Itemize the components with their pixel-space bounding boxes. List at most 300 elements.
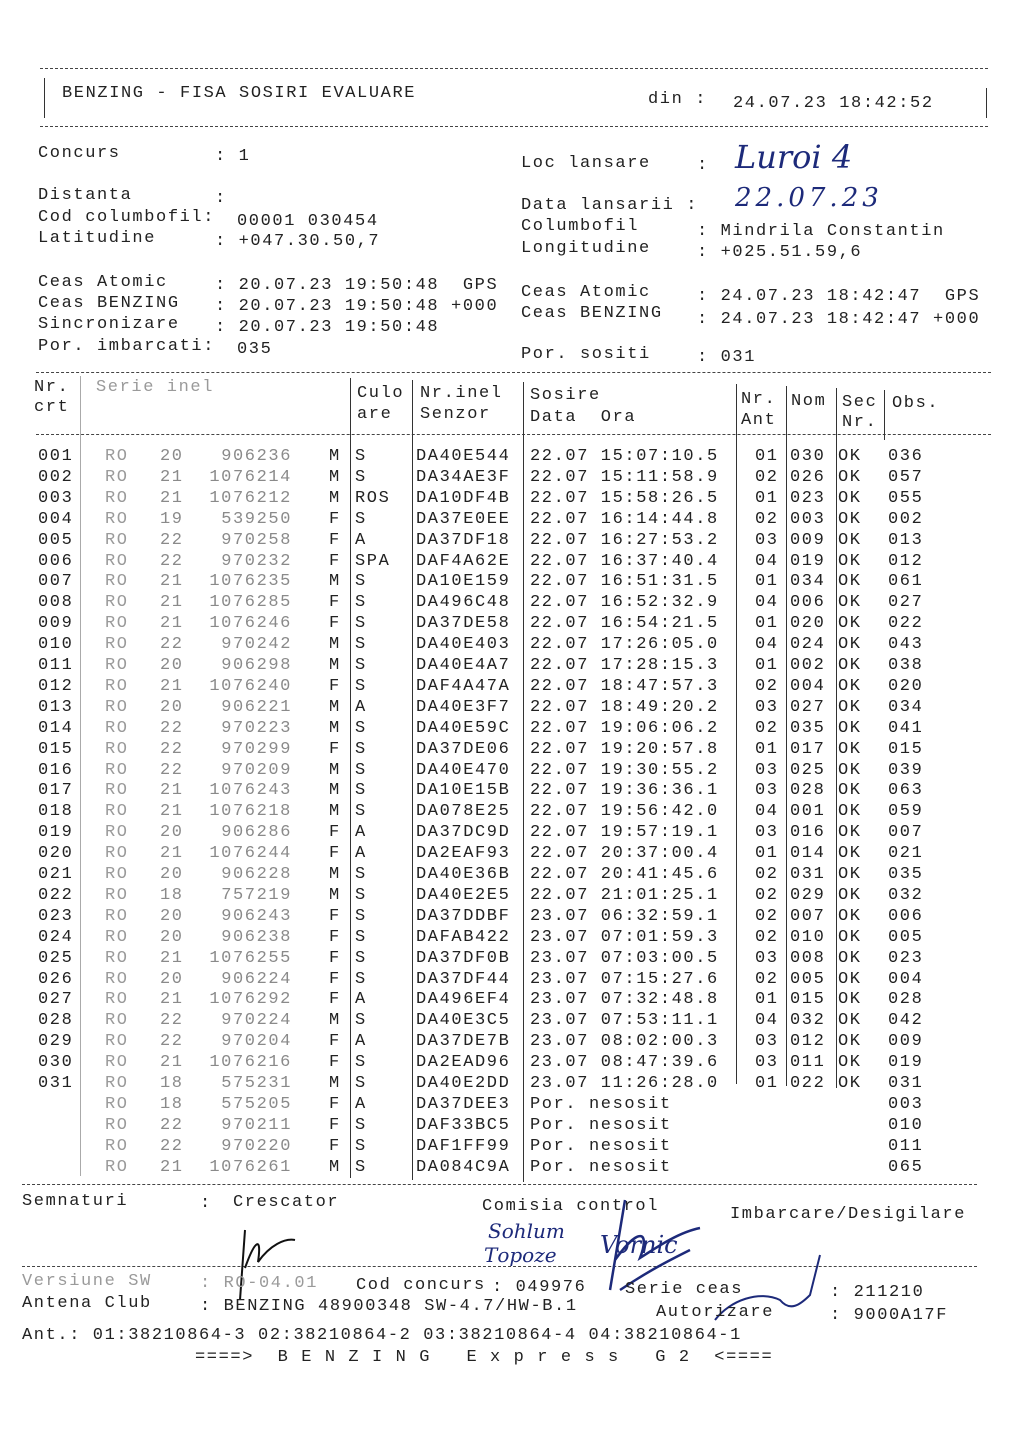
antena-club-label: Antena Club bbox=[22, 1294, 152, 1313]
versiune-sw-label: Versiune SW bbox=[22, 1272, 152, 1291]
columbofil-value: : Mindrila Constantin bbox=[697, 222, 945, 241]
table-row bbox=[0, 1011, 1024, 1032]
antenna: 03 bbox=[755, 697, 779, 717]
row-number: 030 bbox=[38, 1053, 74, 1073]
sensor-ring: DA40E4A7 bbox=[416, 656, 511, 675]
sec-status: OK bbox=[838, 823, 862, 843]
row-number: 012 bbox=[38, 676, 74, 696]
arrival-time: 22.07 16:51:31.5 bbox=[530, 572, 719, 592]
sensor-ring: DAF33BC5 bbox=[416, 1115, 511, 1135]
sincronizare-label: Sincronizare bbox=[38, 315, 180, 334]
sex: M bbox=[329, 1074, 341, 1093]
ring-number: 1076292 bbox=[209, 990, 292, 1010]
sositi-label: Por. sositi bbox=[521, 345, 651, 364]
sec-status: OK bbox=[838, 572, 862, 592]
columbofil-label: Columbofil bbox=[521, 217, 640, 236]
row-number: 018 bbox=[38, 802, 74, 822]
table-bottom-border bbox=[22, 1184, 977, 1185]
obs: 009 bbox=[888, 1032, 924, 1052]
ring-country: RO bbox=[105, 990, 129, 1010]
nom: 025 bbox=[790, 760, 826, 780]
color: S bbox=[355, 447, 367, 466]
ring-number: 970204 bbox=[221, 1032, 292, 1052]
sex: M bbox=[329, 802, 341, 822]
sec-status: OK bbox=[838, 1053, 862, 1073]
sensor-ring: DA37E0EE bbox=[416, 509, 511, 529]
table-row bbox=[0, 802, 1024, 823]
ring-year: 20 bbox=[160, 656, 184, 675]
sex: F bbox=[329, 844, 341, 864]
signature-divider bbox=[22, 1266, 977, 1267]
ring-number: 1076246 bbox=[209, 614, 292, 634]
col-header-nrinel: Nr.inel bbox=[420, 384, 503, 403]
sensor-ring: DA40E544 bbox=[416, 447, 511, 466]
ring-country: RO bbox=[105, 593, 129, 613]
color: S bbox=[355, 593, 367, 613]
imbarcati-value: 035 bbox=[237, 340, 273, 359]
ring-year: 20 bbox=[160, 906, 184, 926]
sec-status: OK bbox=[838, 802, 862, 822]
serie-ceas-label: Serie ceas bbox=[625, 1280, 744, 1299]
obs: 038 bbox=[888, 656, 924, 675]
ring-country: RO bbox=[105, 885, 129, 905]
col-header-nr-ant: Nr. bbox=[741, 390, 777, 409]
antenna: 02 bbox=[755, 885, 779, 905]
semnaturi-colon: : bbox=[200, 1194, 212, 1213]
col-header-senzor: Senzor bbox=[420, 405, 491, 424]
ring-number: 970299 bbox=[221, 739, 292, 759]
row-number: 020 bbox=[38, 844, 74, 864]
sensor-ring: DA10DF4B bbox=[416, 488, 511, 508]
ring-year: 19 bbox=[160, 509, 184, 529]
sensor-ring: DAF4A47A bbox=[416, 676, 511, 696]
sensor-ring: DA10E159 bbox=[416, 572, 511, 592]
nom: 031 bbox=[790, 865, 826, 884]
sec-status: OK bbox=[838, 739, 862, 759]
sex: M bbox=[329, 447, 341, 466]
sensor-ring: DAFAB422 bbox=[416, 927, 511, 947]
sensor-ring: DA37DC9D bbox=[416, 823, 511, 843]
nom: 026 bbox=[790, 467, 826, 487]
table-row bbox=[0, 865, 1024, 886]
nom: 015 bbox=[790, 990, 826, 1010]
antenna: 02 bbox=[755, 865, 779, 884]
ring-number: 970211 bbox=[221, 1115, 292, 1135]
ring-year: 21 bbox=[160, 467, 184, 487]
cod-columbofil-label: Cod columbofil: bbox=[38, 208, 216, 227]
sec-status: OK bbox=[838, 635, 862, 655]
arrival-time: 23.07 07:32:48.8 bbox=[530, 990, 719, 1010]
nom: 022 bbox=[790, 1074, 826, 1093]
sex: M bbox=[329, 865, 341, 884]
sensor-ring: DAF1FF99 bbox=[416, 1136, 511, 1156]
ring-country: RO bbox=[105, 1032, 129, 1052]
arrival-time: 23.07 07:15:27.6 bbox=[530, 969, 719, 989]
sensor-ring: DA37DF44 bbox=[416, 969, 511, 989]
nom: 004 bbox=[790, 676, 826, 696]
antenna: 04 bbox=[755, 593, 779, 613]
row-number: 027 bbox=[38, 990, 74, 1010]
arrival-time: 22.07 19:36:36.1 bbox=[530, 781, 719, 801]
arrival-time: 23.07 08:02:00.3 bbox=[530, 1032, 719, 1052]
arrival-time: 23.07 07:01:59.3 bbox=[530, 927, 719, 947]
antenna: 01 bbox=[755, 447, 779, 466]
col-header-sec: Sec bbox=[842, 393, 878, 412]
table-row bbox=[0, 468, 1024, 489]
ring-country: RO bbox=[105, 635, 129, 655]
sensor-ring: DA40E36B bbox=[416, 865, 511, 884]
obs: 059 bbox=[888, 802, 924, 822]
arrival-time: 22.07 16:52:32.9 bbox=[530, 593, 719, 613]
nom: 006 bbox=[790, 593, 826, 613]
table-row bbox=[0, 928, 1024, 949]
ring-number: 539250 bbox=[221, 509, 292, 529]
antenna: 03 bbox=[755, 823, 779, 843]
table-row bbox=[0, 970, 1024, 991]
sex: F bbox=[329, 823, 341, 843]
ring-country: RO bbox=[105, 927, 129, 947]
sensor-ring: DA2EAD96 bbox=[416, 1053, 511, 1073]
table-row bbox=[0, 907, 1024, 928]
antenna-list: Ant.: 01:38210864-3 02:38210864-2 03:38210864-4 04:38210864-1 bbox=[22, 1326, 742, 1345]
color: S bbox=[355, 802, 367, 822]
sec-status: OK bbox=[838, 969, 862, 989]
color: A bbox=[355, 990, 367, 1010]
ring-number: 575231 bbox=[221, 1074, 292, 1093]
concurs-value: : 1 bbox=[215, 147, 251, 166]
color: S bbox=[355, 1115, 367, 1135]
sex: F bbox=[329, 739, 341, 759]
ring-year: 22 bbox=[160, 1011, 184, 1031]
color: S bbox=[355, 927, 367, 947]
obs: 021 bbox=[888, 844, 924, 864]
antenna: 01 bbox=[755, 488, 779, 508]
ring-country: RO bbox=[105, 488, 129, 508]
sincronizare-value: : 20.07.23 19:50:48 bbox=[215, 318, 440, 337]
sensor-ring: DA37DE7B bbox=[416, 1032, 511, 1052]
antenna: 03 bbox=[755, 1053, 779, 1073]
header-left-border bbox=[44, 78, 45, 118]
table-row bbox=[0, 1137, 1024, 1158]
obs: 041 bbox=[888, 718, 924, 738]
table-top-border bbox=[36, 372, 991, 373]
arrival-time: 22.07 19:20:57.8 bbox=[530, 739, 719, 759]
nom: 010 bbox=[790, 927, 826, 947]
arrival-time: 22.07 20:41:45.6 bbox=[530, 865, 719, 884]
ring-country: RO bbox=[105, 447, 129, 466]
sensor-ring: DA34AE3F bbox=[416, 467, 511, 487]
color: A bbox=[355, 1032, 367, 1052]
row-number: 016 bbox=[38, 760, 74, 780]
header-bottom-border bbox=[40, 126, 988, 127]
arrival-time: 22.07 16:54:21.5 bbox=[530, 614, 719, 634]
arrival-time: 22.07 19:06:06.2 bbox=[530, 718, 719, 738]
ring-number: 1076243 bbox=[209, 781, 292, 801]
color: S bbox=[355, 467, 367, 487]
arrival-time: 22.07 16:27:53.2 bbox=[530, 530, 719, 550]
arrival-time: 22.07 19:56:42.0 bbox=[530, 802, 719, 822]
sensor-ring: DA37DE58 bbox=[416, 614, 511, 634]
col-header-culo: Culo bbox=[357, 384, 405, 403]
ring-year: 22 bbox=[160, 530, 184, 550]
color: S bbox=[355, 739, 367, 759]
sensor-ring: DA37DF18 bbox=[416, 530, 511, 550]
color: S bbox=[355, 718, 367, 738]
color: A bbox=[355, 530, 367, 550]
table-row bbox=[0, 677, 1024, 698]
antenna: 01 bbox=[755, 1074, 779, 1093]
sec-status: OK bbox=[838, 1011, 862, 1031]
ring-number: 1076218 bbox=[209, 802, 292, 822]
sex: M bbox=[329, 488, 341, 508]
loc-lansare-handwritten: Luroi 4 bbox=[735, 138, 853, 176]
color: S bbox=[355, 781, 367, 801]
ring-country: RO bbox=[105, 1115, 129, 1135]
table-row bbox=[0, 447, 1024, 468]
arrival-time: Por. nesosit bbox=[530, 1115, 672, 1135]
ring-country: RO bbox=[105, 530, 129, 550]
ring-country: RO bbox=[105, 1094, 129, 1114]
sec-status: OK bbox=[838, 927, 862, 947]
ring-country: RO bbox=[105, 1157, 129, 1177]
sec-status: OK bbox=[838, 1032, 862, 1052]
col-header-sosire: Sosire bbox=[530, 386, 601, 405]
table-header-bottom-border bbox=[36, 434, 991, 435]
table-row bbox=[0, 489, 1024, 510]
nom: 034 bbox=[790, 572, 826, 592]
antenna: 04 bbox=[755, 802, 779, 822]
sec-status: OK bbox=[838, 551, 862, 571]
ring-country: RO bbox=[105, 656, 129, 675]
obs: 055 bbox=[888, 488, 924, 508]
ring-number: 906243 bbox=[221, 906, 292, 926]
ring-number: 906221 bbox=[221, 697, 292, 717]
row-number: 029 bbox=[38, 1032, 74, 1052]
nom: 020 bbox=[790, 614, 826, 634]
nom: 028 bbox=[790, 781, 826, 801]
col-header-ant: Ant bbox=[741, 411, 777, 430]
antenna: 02 bbox=[755, 927, 779, 947]
ring-year: 22 bbox=[160, 1032, 184, 1052]
nom: 027 bbox=[790, 697, 826, 717]
ceas-benzing-start-value: : 20.07.23 19:50:48 +000 bbox=[215, 297, 499, 316]
obs: 022 bbox=[888, 614, 924, 634]
row-number: 022 bbox=[38, 885, 74, 905]
col-header-nr: Nr. bbox=[34, 378, 70, 397]
arrival-time: 22.07 18:49:20.2 bbox=[530, 697, 719, 717]
antenna: 01 bbox=[755, 614, 779, 634]
col-header-serie: Serie inel bbox=[96, 378, 215, 397]
ring-country: RO bbox=[105, 1136, 129, 1156]
sositi-value: : 031 bbox=[697, 348, 757, 367]
brand-line: ====> B E N Z I N G E x p r e s s G 2 <==== bbox=[195, 1348, 774, 1367]
cod-concurs-label: Cod concurs bbox=[356, 1276, 486, 1295]
sensor-ring: DA40E3F7 bbox=[416, 697, 511, 717]
row-number: 031 bbox=[38, 1074, 74, 1093]
obs: 004 bbox=[888, 969, 924, 989]
ring-number: 575205 bbox=[221, 1094, 292, 1114]
sex: M bbox=[329, 697, 341, 717]
sensor-ring: DA40E470 bbox=[416, 760, 511, 780]
table-row bbox=[0, 886, 1024, 907]
header-right-border bbox=[986, 88, 987, 118]
autorizare-value: : 9000A17F bbox=[830, 1306, 949, 1325]
color: S bbox=[355, 656, 367, 675]
sex: F bbox=[329, 1053, 341, 1073]
ring-country: RO bbox=[105, 614, 129, 634]
color: ROS bbox=[355, 488, 391, 508]
handwritten-name-3: Vornic bbox=[600, 1231, 678, 1259]
ring-number: 757219 bbox=[221, 885, 292, 905]
arrival-time: 22.07 16:14:44.8 bbox=[530, 509, 719, 529]
ring-number: 906238 bbox=[221, 927, 292, 947]
nom: 001 bbox=[790, 802, 826, 822]
sex: M bbox=[329, 760, 341, 780]
ring-country: RO bbox=[105, 551, 129, 571]
antenna: 04 bbox=[755, 635, 779, 655]
versiune-sw-value: : RO-04.01 bbox=[200, 1274, 319, 1293]
ring-country: RO bbox=[105, 781, 129, 801]
sec-status: OK bbox=[838, 488, 862, 508]
color: S bbox=[355, 1136, 367, 1156]
table-row bbox=[0, 1095, 1024, 1116]
antenna: 04 bbox=[755, 1011, 779, 1031]
longitudine-value: : +025.51.59,6 bbox=[697, 243, 863, 262]
ring-number: 906224 bbox=[221, 969, 292, 989]
nom: 005 bbox=[790, 969, 826, 989]
ceas-benzing-end-label: Ceas BENZING bbox=[521, 304, 663, 323]
obs: 003 bbox=[888, 1094, 924, 1114]
sensor-ring: DA40E403 bbox=[416, 635, 511, 655]
ring-year: 18 bbox=[160, 1074, 184, 1093]
obs: 039 bbox=[888, 760, 924, 780]
obs: 002 bbox=[888, 509, 924, 529]
obs: 035 bbox=[888, 865, 924, 884]
ring-country: RO bbox=[105, 760, 129, 780]
obs: 020 bbox=[888, 676, 924, 696]
table-row bbox=[0, 1074, 1024, 1095]
arrival-time: 22.07 17:26:05.0 bbox=[530, 635, 719, 655]
row-number: 006 bbox=[38, 551, 74, 571]
serie-ceas-value: : 211210 bbox=[830, 1283, 925, 1302]
sec-status: OK bbox=[838, 781, 862, 801]
ring-country: RO bbox=[105, 676, 129, 696]
sex: F bbox=[329, 1115, 341, 1135]
ring-year: 22 bbox=[160, 551, 184, 571]
document-title: BENZING - FISA SOSIRI EVALUARE bbox=[62, 84, 417, 103]
nom: 016 bbox=[790, 823, 826, 843]
arrival-time: 23.07 07:53:11.1 bbox=[530, 1011, 719, 1031]
table-row bbox=[0, 1032, 1024, 1053]
sex: F bbox=[329, 927, 341, 947]
sensor-ring: DA40E3C5 bbox=[416, 1011, 511, 1031]
arrival-time: 22.07 19:30:55.2 bbox=[530, 760, 719, 780]
color: S bbox=[355, 1074, 367, 1093]
sec-status: OK bbox=[838, 948, 862, 968]
ring-country: RO bbox=[105, 739, 129, 759]
row-number: 007 bbox=[38, 572, 74, 592]
color: S bbox=[355, 614, 367, 634]
handwritten-name-1: Sohlum bbox=[488, 1219, 565, 1243]
ring-year: 21 bbox=[160, 572, 184, 592]
arrival-time: 23.07 11:26:28.0 bbox=[530, 1074, 719, 1093]
antenna: 03 bbox=[755, 948, 779, 968]
ring-year: 22 bbox=[160, 635, 184, 655]
ring-number: 1076255 bbox=[209, 948, 292, 968]
arrival-time: Por. nesosit bbox=[530, 1157, 672, 1177]
ring-country: RO bbox=[105, 697, 129, 717]
obs: 010 bbox=[888, 1115, 924, 1135]
antenna: 03 bbox=[755, 530, 779, 550]
color: S bbox=[355, 969, 367, 989]
row-number: 013 bbox=[38, 697, 74, 717]
arrival-time: 22.07 19:57:19.1 bbox=[530, 823, 719, 843]
ring-number: 1076212 bbox=[209, 488, 292, 508]
sensor-ring: DA40E59C bbox=[416, 718, 511, 738]
sex: F bbox=[329, 906, 341, 926]
antenna: 03 bbox=[755, 1032, 779, 1052]
sec-status: OK bbox=[838, 509, 862, 529]
autorizare-label: Autorizare bbox=[656, 1303, 775, 1322]
ring-number: 970224 bbox=[221, 1011, 292, 1031]
ceas-atomic-start-label: Ceas Atomic bbox=[38, 273, 168, 292]
ring-country: RO bbox=[105, 865, 129, 884]
arrival-time: 22.07 15:11:58.9 bbox=[530, 467, 719, 487]
sensor-ring: DAF4A62E bbox=[416, 551, 511, 571]
arrival-time: Por. nesosit bbox=[530, 1094, 672, 1114]
color: S bbox=[355, 865, 367, 884]
obs: 012 bbox=[888, 551, 924, 571]
row-number: 009 bbox=[38, 614, 74, 634]
distanta-value: : bbox=[215, 189, 227, 208]
col-header-crt: crt bbox=[34, 398, 70, 417]
row-number: 015 bbox=[38, 739, 74, 759]
latitudine-value: : +047.30.50,7 bbox=[215, 232, 381, 251]
ring-country: RO bbox=[105, 969, 129, 989]
nom: 007 bbox=[790, 906, 826, 926]
ring-year: 20 bbox=[160, 927, 184, 947]
ring-country: RO bbox=[105, 509, 129, 529]
ring-year: 20 bbox=[160, 447, 184, 466]
ring-year: 22 bbox=[160, 1115, 184, 1135]
obs: 005 bbox=[888, 927, 924, 947]
col-divider bbox=[884, 390, 885, 440]
sec-status: OK bbox=[838, 530, 862, 550]
comisia-control-label: Comisia control bbox=[482, 1197, 660, 1216]
ring-number: 1076235 bbox=[209, 572, 292, 592]
table-row bbox=[0, 719, 1024, 740]
table-row bbox=[0, 990, 1024, 1011]
ring-number: 1076244 bbox=[209, 844, 292, 864]
obs: 011 bbox=[888, 1136, 924, 1156]
col-header-nom: Nom bbox=[791, 392, 827, 411]
sensor-ring: DA37DEE3 bbox=[416, 1094, 511, 1114]
table-row bbox=[0, 635, 1024, 656]
sec-status: OK bbox=[838, 865, 862, 884]
imbarcare-desigilare-label: Imbarcare/Desigilare bbox=[730, 1205, 967, 1224]
nom: 012 bbox=[790, 1032, 826, 1052]
obs: 042 bbox=[888, 1011, 924, 1031]
sec-status: OK bbox=[838, 676, 862, 696]
col-header-data-ora: Data Ora bbox=[530, 408, 637, 427]
ring-number: 1076214 bbox=[209, 467, 292, 487]
ring-year: 20 bbox=[160, 865, 184, 884]
row-number: 023 bbox=[38, 906, 74, 926]
sensor-ring: DA084C9A bbox=[416, 1157, 511, 1177]
ceas-atomic-end-label: Ceas Atomic bbox=[521, 283, 651, 302]
table-row bbox=[0, 510, 1024, 531]
color: S bbox=[355, 635, 367, 655]
